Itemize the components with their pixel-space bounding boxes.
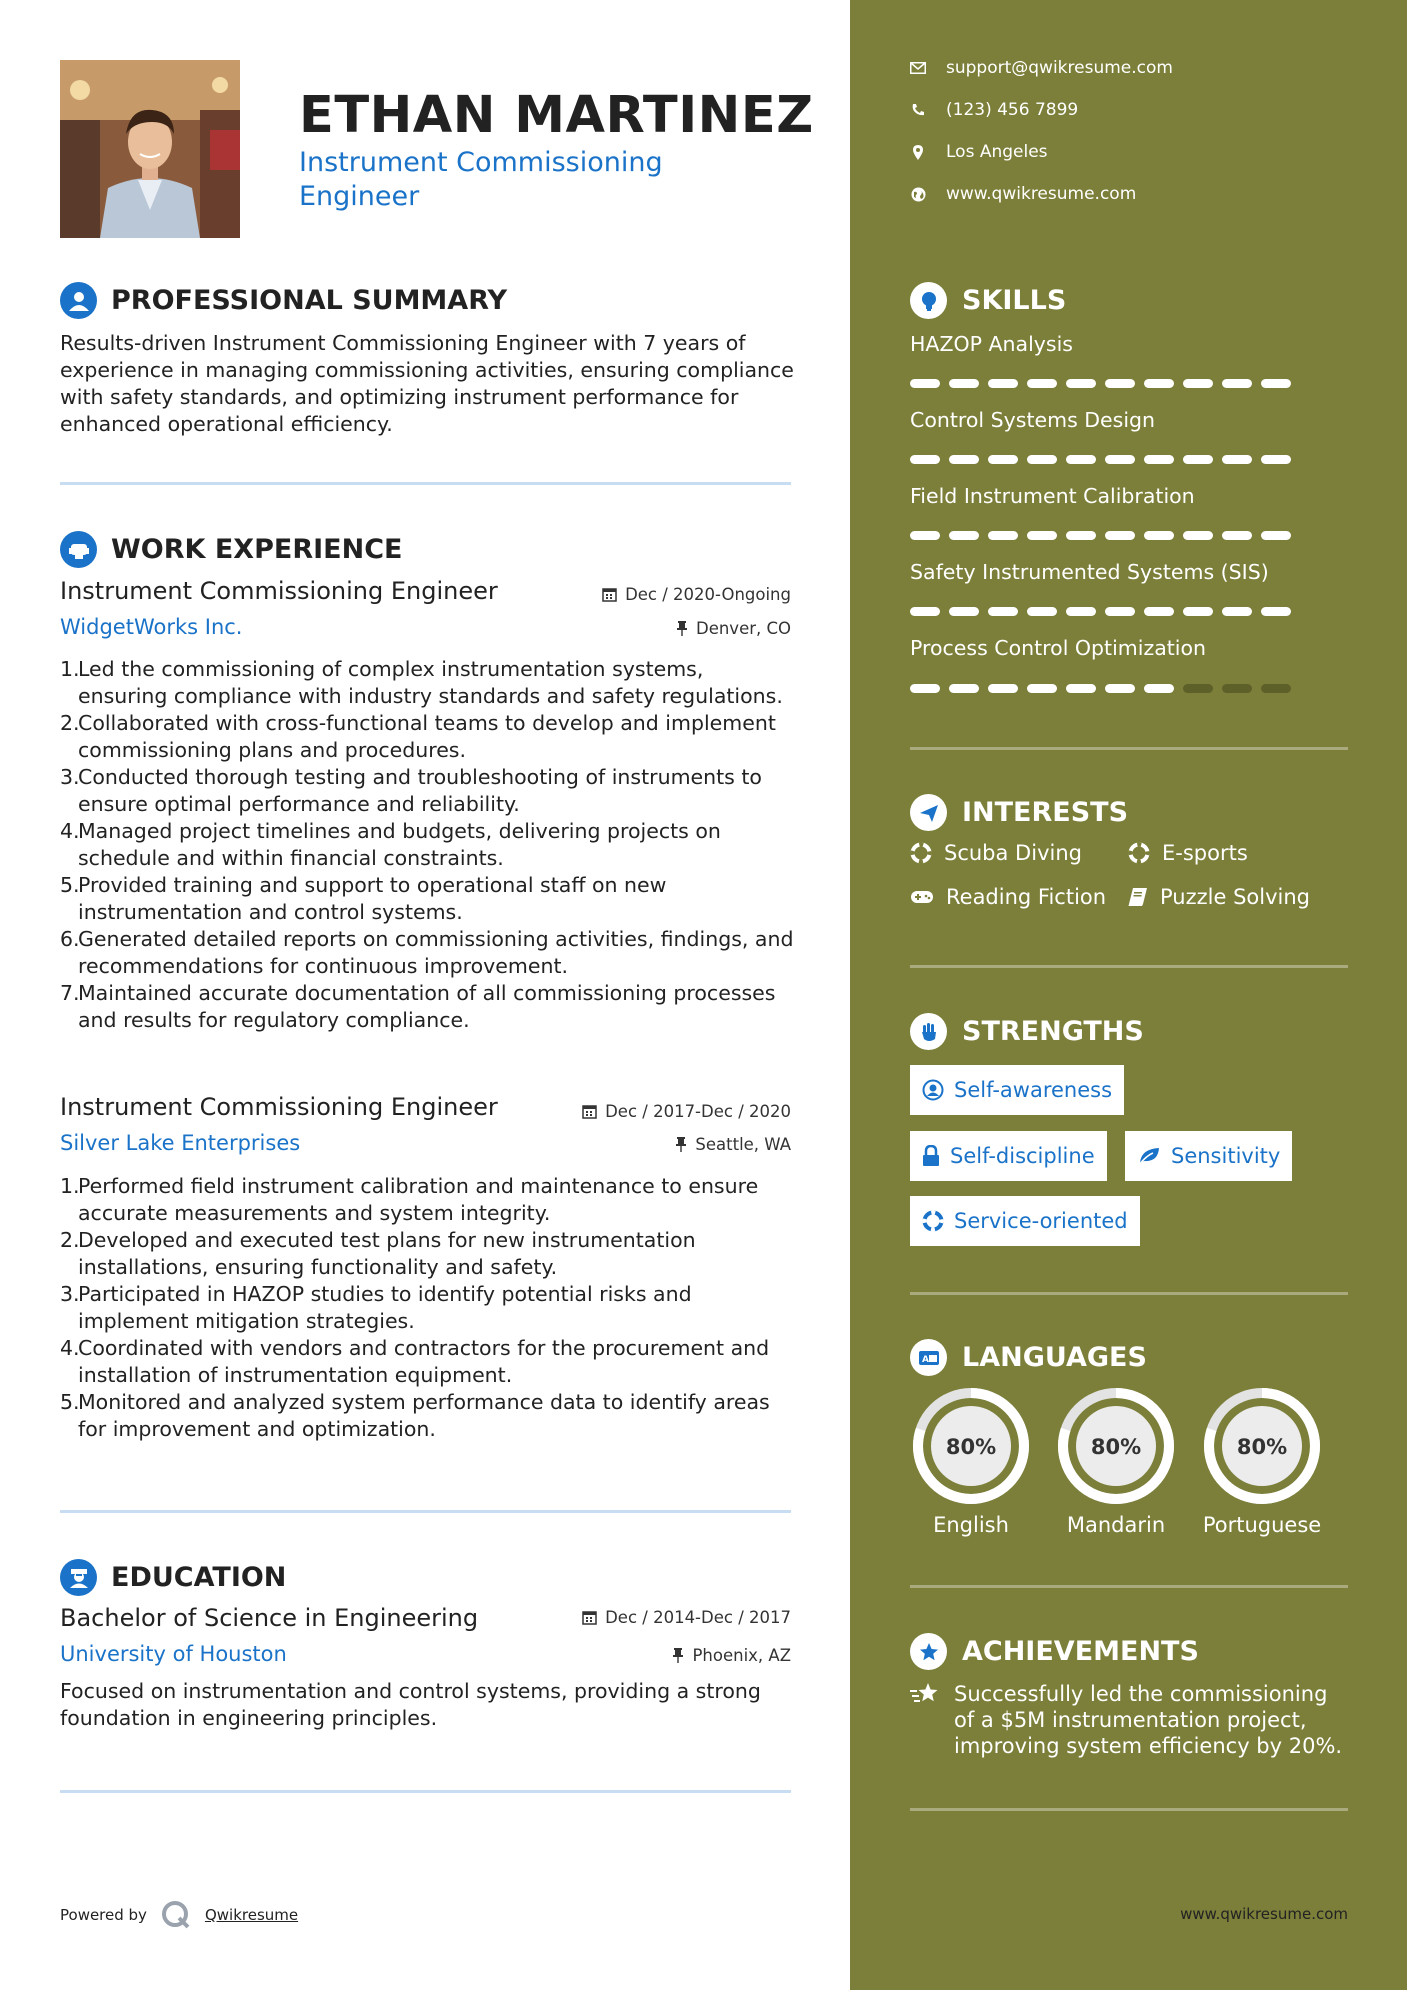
skill-segment-filled: [1105, 455, 1135, 464]
skill-segment-filled: [1144, 379, 1174, 388]
summary-title: PROFESSIONAL SUMMARY: [111, 285, 508, 316]
list-item: 1. Led the commissioning of complex instrumentation systems, ensuring compliance with industry standards and safety regulations.: [60, 657, 783, 708]
job-date-text: Dec / 2020-Ongoing: [625, 585, 791, 604]
star-icon: [910, 1633, 947, 1670]
skill-segment-filled: [910, 684, 940, 693]
skill-segment-filled: [1066, 607, 1096, 616]
job-bullets: [60, 1173, 795, 1443]
pin-icon: [675, 1137, 687, 1152]
list-item: 5. Provided training and support to operational staff on new instrumentation and control systems.: [60, 873, 667, 924]
skill-segment-filled: [988, 379, 1018, 388]
hand-icon: [910, 1013, 947, 1050]
list-item: 4. Managed project timelines and budgets, delivering projects on schedule and within financial constraints.: [60, 819, 721, 870]
skill-segment-filled: [1105, 531, 1135, 540]
powered-by: [60, 1900, 298, 1930]
lifebuoy-icon: [922, 1210, 944, 1232]
skill-segment-filled: [1222, 379, 1252, 388]
lightbulb-icon: [910, 282, 947, 319]
skill-segment-filled: [1183, 455, 1213, 464]
skill-name: Safety Instrumented Systems (SIS): [910, 560, 1269, 584]
skill-name: Process Control Optimization: [910, 636, 1207, 660]
gamepad-icon: [910, 889, 934, 905]
star-bullet-icon: [910, 1681, 940, 1707]
skill-segment-filled: [1105, 379, 1135, 388]
language-ring: [1055, 1385, 1177, 1507]
skill-segment-filled: [1066, 531, 1096, 540]
user-icon: [60, 282, 97, 319]
sidebar: [850, 0, 1407, 1990]
briefcase-icon: [60, 531, 97, 568]
skill-segment-filled: [910, 379, 940, 388]
experience-title: WORK EXPERIENCE: [111, 534, 403, 565]
strengths-heading: [910, 1013, 1144, 1050]
job-location-text: Denver, CO: [695, 619, 791, 638]
summary-text: Results-driven Instrument Commissioning Engineer with 7 years of experience in managing commissioning activities, ensuring compliance with safety standards, and optimizing instrument performance for enhanced operational efficiency.: [60, 331, 794, 436]
job-date: [602, 585, 791, 604]
user-circle-icon: [922, 1079, 944, 1101]
profile-photo: [60, 60, 240, 238]
skill-segment-filled: [1183, 607, 1213, 616]
language-name: English: [933, 1513, 1009, 1537]
strength-tag: [910, 1065, 1124, 1115]
skill-segment-filled: [1261, 607, 1291, 616]
envelope-icon: [910, 62, 926, 74]
skill-segment-filled: [1066, 379, 1096, 388]
skill-segment-filled: [1144, 531, 1174, 540]
achievements-heading: [910, 1633, 1199, 1670]
language-name: Portuguese: [1202, 1513, 1322, 1537]
skill-segment-filled: [910, 531, 940, 540]
skill-name: Control Systems Design: [910, 408, 1156, 432]
job-date-text: Dec / 2017-Dec / 2020: [605, 1102, 791, 1121]
job-company: WidgetWorks Inc.: [60, 615, 243, 639]
skill-level-bar: [910, 379, 1291, 388]
skill-segment-filled: [1222, 607, 1252, 616]
contact-email[interactable]: [910, 58, 1173, 78]
candidate-role: Instrument Commissioning Engineer: [299, 147, 663, 212]
translate-icon: [910, 1339, 947, 1376]
skill-segment-filled: [949, 455, 979, 464]
contact-website[interactable]: [910, 184, 1136, 204]
interests-title: INTERESTS: [962, 797, 1129, 828]
calendar-icon: [602, 587, 617, 602]
list-item: 5. Monitored and analyzed system performance data to identify areas for improvement and optimization.: [60, 1390, 770, 1441]
contact-phone[interactable]: [910, 100, 1078, 120]
education-location: [672, 1646, 791, 1665]
list-item: 6. Generated detailed reports on commissioning activities, findings, and recommendations for continuous improvement.: [60, 927, 794, 978]
skill-segment-filled: [910, 607, 940, 616]
strength-tag: [910, 1196, 1140, 1246]
job-title: Instrument Commissioning Engineer: [60, 1093, 498, 1121]
skill-segment-empty: [1261, 684, 1291, 693]
list-item: 3. Participated in HAZOP studies to identify potential risks and implement mitigation strategies.: [60, 1282, 692, 1333]
lock-icon: [922, 1145, 940, 1167]
interest-item: [910, 841, 1082, 865]
contact-phone-text: (123) 456 7899: [946, 100, 1079, 120]
skill-segment-filled: [1261, 379, 1291, 388]
skill-level-bar: [910, 531, 1291, 540]
section-divider: [60, 482, 791, 485]
skill-segment-filled: [1183, 379, 1213, 388]
skill-segment-filled: [1183, 531, 1213, 540]
candidate-name: ETHAN MARTINEZ: [299, 86, 814, 145]
skill-segment-filled: [1066, 684, 1096, 693]
lifebuoy-icon: [910, 842, 932, 864]
skill-segment-filled: [949, 607, 979, 616]
strength-label: Self-discipline: [950, 1144, 1095, 1168]
powered-by-label: Powered by: [60, 1906, 147, 1924]
skill-segment-filled: [1027, 607, 1057, 616]
achievements-title: ACHIEVEMENTS: [962, 1636, 1199, 1667]
job-location-text: Seattle, WA: [695, 1135, 791, 1154]
language-item: [909, 1385, 1033, 1537]
job-location: [676, 619, 791, 638]
summary-heading: [60, 282, 507, 319]
language-ring: [1201, 1385, 1323, 1507]
skill-segment-filled: [949, 684, 979, 693]
skill-name: HAZOP Analysis: [910, 332, 1073, 356]
section-divider: [910, 965, 1348, 968]
contact-location-text: Los Angeles: [946, 142, 1048, 162]
skill-segment-filled: [1261, 455, 1291, 464]
contact-location: [910, 142, 1048, 162]
language-name: Mandarin: [1066, 1513, 1166, 1537]
strength-tag: [910, 1131, 1107, 1181]
list-item: 2. Developed and executed test plans for new instrumentation installations, ensuring functionality and safety.: [60, 1228, 696, 1279]
globe-icon: [911, 187, 926, 202]
skill-segment-filled: [910, 455, 940, 464]
skill-segment-empty: [1183, 684, 1213, 693]
calendar-icon: [582, 1610, 597, 1625]
strength-label: Self-awareness: [954, 1078, 1113, 1102]
skill-segment-filled: [949, 379, 979, 388]
skill-segment-filled: [1027, 455, 1057, 464]
job-date: [582, 1102, 791, 1121]
skill-segment-filled: [1027, 684, 1057, 693]
education-location-text: Phoenix, AZ: [692, 1646, 791, 1665]
experience-heading: [60, 531, 402, 568]
language-item: [1054, 1385, 1178, 1537]
skill-segment-filled: [1144, 607, 1174, 616]
skills-heading: [910, 282, 1066, 319]
job-bullets: [60, 656, 795, 1034]
skill-segment-empty: [1222, 684, 1252, 693]
interest-label: Reading Fiction: [946, 885, 1107, 909]
list-item: 4. Coordinated with vendors and contractors for the procurement and installation of instrumentation equipment.: [60, 1336, 770, 1387]
education-text: Focused on instrumentation and control systems, providing a strong foundation in engineering principles.: [60, 1679, 761, 1730]
graduate-icon: [60, 1559, 97, 1596]
degree-title: Bachelor of Science in Engineering: [60, 1604, 479, 1632]
skill-segment-filled: [988, 607, 1018, 616]
qwikresume-logo-icon: [161, 1900, 191, 1930]
skill-segment-filled: [1105, 684, 1135, 693]
book-icon: [1128, 887, 1148, 907]
skill-segment-filled: [1261, 531, 1291, 540]
contact-email-text: support@qwikresume.com: [946, 58, 1173, 78]
language-percent: 80%: [1236, 1435, 1288, 1459]
skill-segment-filled: [1066, 455, 1096, 464]
skill-segment-filled: [1027, 379, 1057, 388]
skill-segment-filled: [988, 455, 1018, 464]
education-date-text: Dec / 2014-Dec / 2017: [605, 1608, 791, 1627]
phone-icon: [911, 103, 925, 117]
section-divider: [60, 1790, 791, 1793]
skill-segment-filled: [988, 531, 1018, 540]
strength-label: Service-oriented: [954, 1209, 1128, 1233]
languages-title: LANGUAGES: [962, 1342, 1147, 1373]
section-divider: [910, 747, 1348, 750]
achievement-item: [910, 1681, 1354, 1759]
languages-heading: [910, 1339, 1147, 1376]
job-title: Instrument Commissioning Engineer: [60, 577, 498, 605]
language-percent: 80%: [945, 1435, 997, 1459]
achievement-text: Successfully led the commissioning of a $5M instrumentation project, improving system efficiency by 20%.: [954, 1682, 1343, 1758]
paper-plane-icon: [910, 794, 947, 831]
section-divider: [910, 1292, 1348, 1295]
list-item: 1. Performed field instrument calibration and maintenance to ensure accurate measurements and system integrity.: [60, 1174, 759, 1225]
strength-label: Sensitivity: [1171, 1144, 1281, 1168]
skill-name: Field Instrument Calibration: [910, 484, 1195, 508]
section-divider: [60, 1510, 791, 1513]
school-name: University of Houston: [60, 1642, 287, 1666]
skill-segment-filled: [949, 531, 979, 540]
language-ring: [910, 1385, 1032, 1507]
pin-icon: [676, 621, 688, 636]
skill-segment-filled: [1144, 684, 1174, 693]
lifebuoy-icon: [1128, 842, 1150, 864]
interest-label: Puzzle Solving: [1160, 885, 1310, 909]
language-item: [1200, 1385, 1324, 1537]
skill-segment-filled: [1105, 607, 1135, 616]
skill-segment-filled: [1222, 455, 1252, 464]
education-date: [582, 1608, 791, 1627]
svg-text:A: A: [921, 1354, 929, 1365]
language-percent: 80%: [1090, 1435, 1142, 1459]
skill-level-bar: [910, 455, 1291, 464]
education-heading: [60, 1559, 286, 1596]
qwikresume-link[interactable]: Qwikresume: [204, 1906, 299, 1924]
strengths-title: STRENGTHS: [962, 1016, 1144, 1047]
skill-level-bar: [910, 684, 1291, 693]
interest-item: [910, 885, 1106, 909]
list-item: 2. Collaborated with cross-functional teams to develop and implement commissioning plans and procedures.: [60, 711, 776, 762]
map-pin-icon: [913, 145, 923, 160]
interest-label: Scuba Diving: [944, 841, 1082, 865]
leaf-icon: [1137, 1146, 1161, 1166]
skill-segment-filled: [1222, 531, 1252, 540]
skill-segment-filled: [1144, 455, 1174, 464]
strength-tag: [1125, 1131, 1292, 1181]
section-divider: [910, 1808, 1348, 1811]
job-company: Silver Lake Enterprises: [60, 1131, 301, 1155]
calendar-icon: [582, 1104, 597, 1119]
footer-url[interactable]: www.qwikresume.com: [1180, 1905, 1348, 1923]
list-item: 7. Maintained accurate documentation of all commissioning processes and results for regulatory compliance.: [60, 981, 776, 1032]
skill-level-bar: [910, 607, 1291, 616]
skill-segment-filled: [988, 684, 1018, 693]
interest-label: E-sports: [1162, 841, 1248, 865]
section-divider: [910, 1585, 1348, 1588]
skill-segment-filled: [1027, 531, 1057, 540]
interest-item: [1128, 885, 1310, 909]
pin-icon: [672, 1648, 684, 1663]
list-item: 3. Conducted thorough testing and troubleshooting of instruments to ensure optimal performance and reliability.: [60, 765, 762, 816]
contact-website-text: www.qwikresume.com: [946, 184, 1137, 204]
interest-item: [1128, 841, 1248, 865]
interests-heading: [910, 794, 1128, 831]
skills-title: SKILLS: [962, 285, 1067, 316]
education-title: EDUCATION: [111, 1562, 287, 1593]
job-location: [675, 1135, 791, 1154]
